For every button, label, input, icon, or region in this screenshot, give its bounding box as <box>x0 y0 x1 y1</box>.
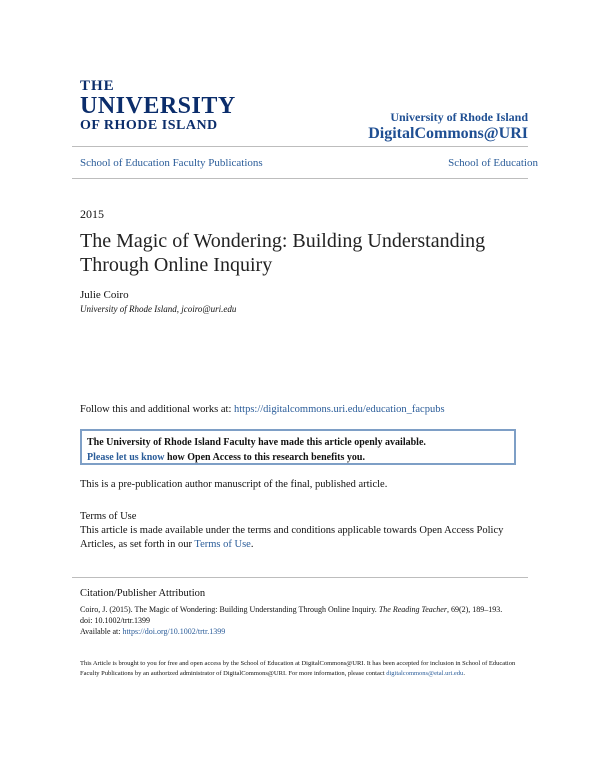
logo-line-the: THE <box>80 78 115 94</box>
uri-logo <box>80 78 236 134</box>
oa-statement: The University of Rhode Island Faculty have made this article openly available. <box>87 437 426 448</box>
contact-email-link[interactable]: digitalcommons@etal.uri.edu <box>386 670 464 677</box>
follow-prefix: Follow this and additional works at: <box>80 404 234 415</box>
oa-feedback-line <box>87 450 509 465</box>
terms-text: This article is made available under the terms and conditions applicable towards Open Access Policy Articles, as set forth in our <box>80 525 504 550</box>
citation-body <box>80 604 530 637</box>
prepub-notice: This is a pre-publication author manuscript of the final, published article. <box>80 479 388 490</box>
oa-feedback-suffix: how Open Access to this research benefits you. <box>164 452 365 463</box>
author-affiliation: University of Rhode Island, jcoiro@uri.edu <box>80 304 237 314</box>
citation-heading: Citation/Publisher Attribution <box>80 588 206 599</box>
footer-text: This Article is brought to you for free and open access by the School of Education at DigitalCommons@URI. It has been accepted for inclusion in School of Education Faculty Publications by an authorized administrator of DigitalCommons@URI. For more information, please contact <box>80 660 516 677</box>
terms-end: . <box>250 539 254 550</box>
terms-heading: Terms of Use <box>80 511 137 522</box>
follow-line <box>80 404 445 415</box>
logo-line-rhode-island: OF RHODE ISLAND <box>80 118 218 133</box>
author-name: Julie Coiro <box>80 289 129 301</box>
citation-text: Coiro, J. (2015). The Magic of Wondering: Building Understanding Through Online Inquiry. <box>80 605 379 614</box>
article-title: The Magic of Wondering: Building Understanding Through Online Inquiry <box>80 230 486 276</box>
citation-details: , 69(2), 189–193. <box>446 605 503 614</box>
department-link[interactable]: School of Education <box>448 157 538 169</box>
collection-url-link[interactable]: https://digitalcommons.uri.edu/education_facpubs <box>234 404 445 415</box>
doi-link[interactable]: https://doi.org/10.1002/trtr.1399 <box>122 627 226 636</box>
logo-line-university: UNIVERSITY <box>80 93 236 119</box>
dc-site-name: DigitalCommons@URI <box>368 125 528 142</box>
citation-journal: The Reading Teacher <box>378 605 447 614</box>
publication-year: 2015 <box>80 207 104 221</box>
open-access-notice <box>80 429 516 465</box>
citation-doi: doi: 10.1002/trtr.1399 <box>80 616 150 625</box>
available-prefix: Available at: <box>80 627 123 636</box>
citation-divider <box>72 577 528 578</box>
footer-end: . <box>463 670 465 677</box>
nav-divider <box>72 178 528 179</box>
header-divider <box>72 146 528 147</box>
feedback-link[interactable]: Please let us know <box>87 452 165 463</box>
series-link[interactable]: School of Education Faculty Publications <box>80 157 263 169</box>
digital-commons-brand[interactable] <box>368 110 528 143</box>
dc-university-name: University of Rhode Island <box>390 110 528 124</box>
terms-of-use-link[interactable]: Terms of Use <box>194 539 251 550</box>
footer-notice <box>80 659 530 679</box>
terms-body <box>80 524 530 552</box>
